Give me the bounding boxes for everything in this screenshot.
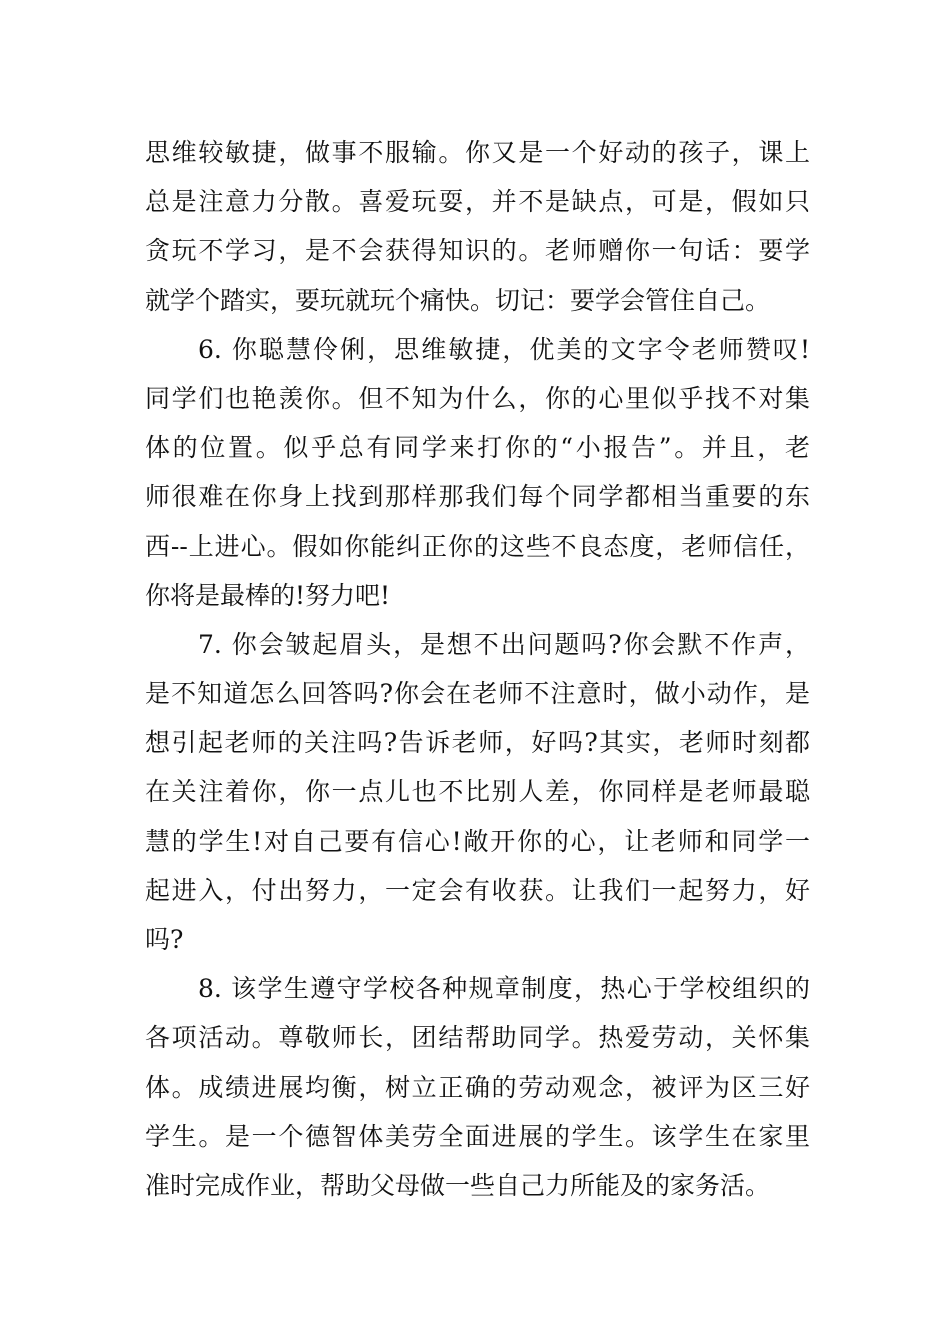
text-line: 西--上进心。假如你能纠正你的这些不良态度，老师信任， (145, 531, 810, 561)
text-line: 慧的学生!对自己要有信心!敞开你的心，让老师和同学一 (145, 826, 810, 856)
text-line: 同学们也艳羡你。但不知为什么，你的心里似乎找不对集 (145, 383, 810, 413)
body-text (145, 128, 810, 1210)
text-line: 是不知道怎么回答吗?你会在老师不注意时，做小动作，是 (145, 679, 810, 709)
text-line: 在关注着你，你一点儿也不比别人差，你同样是老师最聪 (145, 777, 810, 807)
text-line: 准时完成作业，帮助父母做一些自己力所能及的家务活。 (145, 1170, 771, 1200)
text-line: 7. 你会皱起眉头，是想不出问题吗?你会默不作声， (198, 629, 810, 659)
text-line: 8. 该学生遵守学校各种规章制度，热心于学校组织的 (198, 974, 810, 1004)
text-line: 就学个踏实，要玩就玩个痛快。切记：要学会管住自己。 (145, 285, 771, 315)
text-line: 学生。是一个德智体美劳全面进展的学生。该学生在家里 (145, 1121, 810, 1151)
text-line: 体的位置。似乎总有同学来打你的“小报告”。并且，老 (145, 433, 810, 463)
text-line: 各项活动。尊敬师长，团结帮助同学。热爱劳动，关怀集 (145, 1023, 810, 1053)
text-line: 体。成绩进展均衡，树立正确的劳动观念，被评为区三好 (145, 1072, 810, 1102)
text-line: 想引起老师的关注吗?告诉老师，好吗?其实，老师时刻都 (145, 728, 810, 758)
text-line: 贪玩不学习，是不会获得知识的。老师赠你一句话：要学 (145, 236, 810, 266)
text-line: 思维较敏捷，做事不服输。你又是一个好动的孩子，课上 (145, 138, 810, 167)
text-line: 6. 你聪慧伶俐，思维敏捷，优美的文字令老师赞叹! (198, 334, 810, 364)
text-line: 起进入，付出努力，一定会有收获。让我们一起努力，好 (145, 875, 810, 905)
text-line: 总是注意力分散。喜爱玩耍，并不是缺点，可是，假如只 (145, 187, 810, 217)
text-line: 你将是最棒的!努力吧! (145, 580, 391, 610)
text-line: 吗? (145, 925, 184, 954)
text-line: 师很难在你身上找到那样那我们每个同学都相当重要的东 (145, 482, 810, 512)
